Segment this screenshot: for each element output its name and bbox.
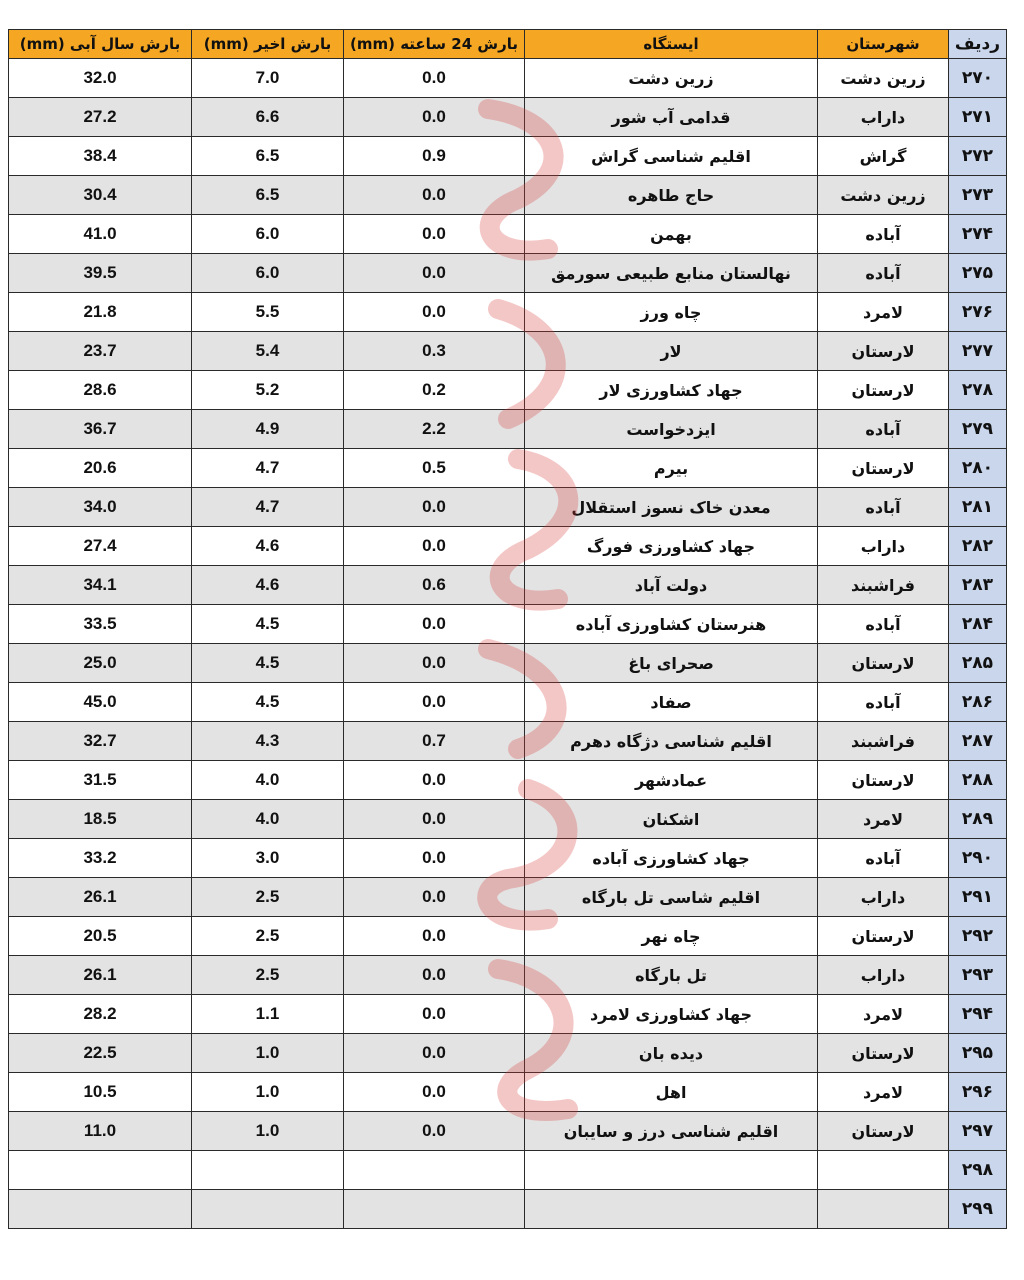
cell-24h-rainfall: 0.0 [344,995,525,1034]
table-row [9,371,1007,410]
cell-county: لارستان [818,1034,949,1073]
cell-water-year-rainfall: 28.6 [9,371,192,410]
cell-water-year-rainfall: 18.5 [9,800,192,839]
cell-24h-rainfall: 0.0 [344,59,525,98]
cell-row-number: ۲۷۸ [949,371,1007,410]
cell-24h-rainfall: 0.0 [344,683,525,722]
cell-county: آباده [818,839,949,878]
cell-recent-rainfall: 6.0 [192,215,344,254]
cell-county [818,1190,949,1229]
table-row [9,527,1007,566]
cell-24h-rainfall: 0.0 [344,1034,525,1073]
cell-county: لارستان [818,761,949,800]
cell-24h-rainfall: 0.0 [344,527,525,566]
table-row [9,137,1007,176]
cell-row-number: ۲۹۷ [949,1112,1007,1151]
cell-24h-rainfall: 0.3 [344,332,525,371]
cell-station: جهاد کشاورزی لامرد [525,995,818,1034]
cell-county: آباده [818,215,949,254]
header-water-year-rainfall: بارش سال آبی (mm) [9,30,192,59]
cell-24h-rainfall: 0.0 [344,488,525,527]
header-station: ایستگاه [525,30,818,59]
table-row [9,59,1007,98]
cell-recent-rainfall: 6.6 [192,98,344,137]
cell-recent-rainfall: 7.0 [192,59,344,98]
cell-station: صفاد [525,683,818,722]
cell-station: هنرستان کشاورزی آباده [525,605,818,644]
table-row [9,488,1007,527]
table-row [9,722,1007,761]
cell-county: زرین دشت [818,59,949,98]
cell-recent-rainfall: 2.5 [192,917,344,956]
cell-water-year-rainfall: 33.2 [9,839,192,878]
cell-station: قدامی آب شور [525,98,818,137]
cell-water-year-rainfall: 33.5 [9,605,192,644]
cell-row-number: ۲۹۴ [949,995,1007,1034]
cell-row-number: ۲۹۶ [949,1073,1007,1112]
table-row [9,761,1007,800]
cell-water-year-rainfall: 36.7 [9,410,192,449]
cell-station [525,1190,818,1229]
cell-station: لار [525,332,818,371]
cell-24h-rainfall: 0.7 [344,722,525,761]
header-recent-rainfall: بارش اخیر (mm) [192,30,344,59]
cell-station: بیرم [525,449,818,488]
cell-recent-rainfall: 6.0 [192,254,344,293]
cell-water-year-rainfall: 21.8 [9,293,192,332]
cell-water-year-rainfall: 34.0 [9,488,192,527]
cell-24h-rainfall: 0.0 [344,956,525,995]
cell-row-number: ۲۸۵ [949,644,1007,683]
cell-row-number: ۲۸۹ [949,800,1007,839]
cell-water-year-rainfall: 45.0 [9,683,192,722]
cell-water-year-rainfall: 32.7 [9,722,192,761]
cell-station: اقلیم شناسی دژگاه دهرم [525,722,818,761]
cell-water-year-rainfall: 28.2 [9,995,192,1034]
cell-recent-rainfall: 6.5 [192,137,344,176]
cell-recent-rainfall [192,1190,344,1229]
cell-row-number: ۲۹۰ [949,839,1007,878]
cell-water-year-rainfall: 39.5 [9,254,192,293]
cell-station: چاه ورز [525,293,818,332]
cell-county: فراشبند [818,722,949,761]
table-row [9,956,1007,995]
cell-water-year-rainfall: 22.5 [9,1034,192,1073]
table-row [9,215,1007,254]
table-row [9,800,1007,839]
cell-station: جهاد کشاورزی آباده [525,839,818,878]
cell-row-number: ۲۷۵ [949,254,1007,293]
cell-24h-rainfall: 0.0 [344,215,525,254]
table-row [9,917,1007,956]
cell-county: لارستان [818,371,949,410]
cell-station: اقلیم شاسی تل بارگاه [525,878,818,917]
cell-county: زرین دشت [818,176,949,215]
cell-24h-rainfall: 0.0 [344,878,525,917]
table-row [9,332,1007,371]
cell-row-number: ۲۷۲ [949,137,1007,176]
cell-station: اقلیم شناسی گراش [525,137,818,176]
cell-station [525,1151,818,1190]
cell-row-number: ۲۷۱ [949,98,1007,137]
cell-water-year-rainfall: 26.1 [9,878,192,917]
cell-24h-rainfall [344,1190,525,1229]
cell-station: اشکنان [525,800,818,839]
cell-24h-rainfall: 0.0 [344,98,525,137]
cell-water-year-rainfall: 27.4 [9,527,192,566]
table-row [9,683,1007,722]
cell-24h-rainfall: 0.0 [344,605,525,644]
cell-row-number: ۲۸۲ [949,527,1007,566]
cell-24h-rainfall: 0.5 [344,449,525,488]
cell-water-year-rainfall: 27.2 [9,98,192,137]
cell-24h-rainfall: 0.6 [344,566,525,605]
cell-recent-rainfall: 4.5 [192,683,344,722]
cell-recent-rainfall: 2.5 [192,956,344,995]
cell-county: لارستان [818,644,949,683]
cell-recent-rainfall: 4.6 [192,527,344,566]
table-row [9,1151,1007,1190]
cell-recent-rainfall: 4.0 [192,761,344,800]
cell-row-number: ۲۹۲ [949,917,1007,956]
cell-row-number: ۲۸۱ [949,488,1007,527]
cell-water-year-rainfall: 30.4 [9,176,192,215]
cell-water-year-rainfall: 25.0 [9,644,192,683]
cell-24h-rainfall: 0.0 [344,176,525,215]
cell-row-number: ۲۷۶ [949,293,1007,332]
cell-station: نهالستان منابع طبیعی سورمق [525,254,818,293]
cell-station: دولت آباد [525,566,818,605]
cell-station: جهاد کشاورزی فورگ [525,527,818,566]
cell-station: تل بارگاه [525,956,818,995]
cell-water-year-rainfall: 41.0 [9,215,192,254]
cell-county: لامرد [818,1073,949,1112]
table-row [9,254,1007,293]
cell-county: داراب [818,527,949,566]
cell-station: عمادشهر [525,761,818,800]
cell-24h-rainfall: 0.0 [344,800,525,839]
header-row [9,30,1007,59]
cell-county: گراش [818,137,949,176]
cell-24h-rainfall [344,1151,525,1190]
cell-row-number: ۲۹۵ [949,1034,1007,1073]
cell-recent-rainfall: 4.7 [192,488,344,527]
cell-county: داراب [818,956,949,995]
cell-county: لامرد [818,995,949,1034]
table-row [9,1190,1007,1229]
cell-water-year-rainfall: 20.6 [9,449,192,488]
table-body [9,59,1007,1229]
cell-station: چاه نهر [525,917,818,956]
cell-water-year-rainfall: 32.0 [9,59,192,98]
cell-24h-rainfall: 0.0 [344,1073,525,1112]
cell-water-year-rainfall: 26.1 [9,956,192,995]
header-row-number: ردیف [949,30,1007,59]
table-row [9,566,1007,605]
cell-row-number: ۲۷۴ [949,215,1007,254]
rainfall-table-sheet [8,29,1006,1229]
cell-24h-rainfall: 0.0 [344,644,525,683]
cell-county: لارستان [818,332,949,371]
cell-county: آباده [818,488,949,527]
header-county: شهرستان [818,30,949,59]
cell-24h-rainfall: 0.0 [344,254,525,293]
cell-station: زرین دشت [525,59,818,98]
cell-row-number: ۲۸۶ [949,683,1007,722]
cell-row-number: ۲۸۳ [949,566,1007,605]
cell-water-year-rainfall [9,1190,192,1229]
rainfall-table [8,29,1007,1229]
cell-24h-rainfall: 0.0 [344,761,525,800]
cell-station: بهمن [525,215,818,254]
cell-county [818,1151,949,1190]
cell-24h-rainfall: 0.9 [344,137,525,176]
cell-water-year-rainfall: 11.0 [9,1112,192,1151]
cell-recent-rainfall: 1.1 [192,995,344,1034]
cell-recent-rainfall: 1.0 [192,1073,344,1112]
cell-county: لامرد [818,293,949,332]
cell-water-year-rainfall: 23.7 [9,332,192,371]
cell-water-year-rainfall: 31.5 [9,761,192,800]
cell-recent-rainfall: 4.7 [192,449,344,488]
cell-row-number: ۲۸۰ [949,449,1007,488]
table-row [9,410,1007,449]
cell-24h-rainfall: 0.0 [344,1112,525,1151]
cell-county: آباده [818,683,949,722]
cell-station: صحرای باغ [525,644,818,683]
cell-recent-rainfall: 6.5 [192,176,344,215]
cell-row-number: ۲۸۴ [949,605,1007,644]
cell-recent-rainfall: 4.9 [192,410,344,449]
cell-county: داراب [818,98,949,137]
cell-recent-rainfall: 4.6 [192,566,344,605]
table-row [9,839,1007,878]
cell-row-number: ۲۷۹ [949,410,1007,449]
cell-row-number: ۲۸۷ [949,722,1007,761]
cell-row-number: ۲۸۸ [949,761,1007,800]
cell-recent-rainfall: 4.5 [192,605,344,644]
cell-county: آباده [818,254,949,293]
table-row [9,878,1007,917]
cell-recent-rainfall: 5.5 [192,293,344,332]
cell-24h-rainfall: 0.0 [344,917,525,956]
cell-county: فراشبند [818,566,949,605]
cell-24h-rainfall: 0.2 [344,371,525,410]
cell-recent-rainfall: 3.0 [192,839,344,878]
cell-county: لارستان [818,449,949,488]
cell-recent-rainfall: 5.4 [192,332,344,371]
table-row [9,644,1007,683]
cell-recent-rainfall: 1.0 [192,1112,344,1151]
cell-recent-rainfall: 5.2 [192,371,344,410]
table-row [9,98,1007,137]
cell-station: جهاد کشاورزی لار [525,371,818,410]
cell-station: اقلیم شناسی درز و سایبان [525,1112,818,1151]
cell-recent-rainfall: 4.5 [192,644,344,683]
cell-recent-rainfall: 1.0 [192,1034,344,1073]
cell-row-number: ۲۷۷ [949,332,1007,371]
cell-county: لامرد [818,800,949,839]
cell-recent-rainfall: 2.5 [192,878,344,917]
cell-water-year-rainfall: 34.1 [9,566,192,605]
cell-recent-rainfall [192,1151,344,1190]
cell-water-year-rainfall: 10.5 [9,1073,192,1112]
cell-station: حاج طاهره [525,176,818,215]
cell-recent-rainfall: 4.0 [192,800,344,839]
cell-county: لارستان [818,1112,949,1151]
cell-row-number: ۲۷۰ [949,59,1007,98]
cell-county: داراب [818,878,949,917]
cell-station: ایزدخواست [525,410,818,449]
cell-station: اهل [525,1073,818,1112]
table-row [9,293,1007,332]
table-row [9,605,1007,644]
cell-recent-rainfall: 4.3 [192,722,344,761]
header-24h-rainfall: بارش 24 ساعته (mm) [344,30,525,59]
table-row [9,995,1007,1034]
cell-water-year-rainfall: 38.4 [9,137,192,176]
cell-row-number: ۲۹۳ [949,956,1007,995]
table-row [9,1034,1007,1073]
cell-row-number: ۲۷۳ [949,176,1007,215]
cell-water-year-rainfall: 20.5 [9,917,192,956]
cell-station: دیده بان [525,1034,818,1073]
table-row [9,1073,1007,1112]
cell-water-year-rainfall [9,1151,192,1190]
cell-row-number: ۲۹۸ [949,1151,1007,1190]
cell-24h-rainfall: 0.0 [344,293,525,332]
cell-county: آباده [818,410,949,449]
cell-county: آباده [818,605,949,644]
cell-county: لارستان [818,917,949,956]
cell-station: معدن خاک نسوز استقلال [525,488,818,527]
table-row [9,1112,1007,1151]
cell-24h-rainfall: 2.2 [344,410,525,449]
cell-row-number: ۲۹۱ [949,878,1007,917]
cell-row-number: ۲۹۹ [949,1190,1007,1229]
table-row [9,449,1007,488]
cell-24h-rainfall: 0.0 [344,839,525,878]
table-row [9,176,1007,215]
